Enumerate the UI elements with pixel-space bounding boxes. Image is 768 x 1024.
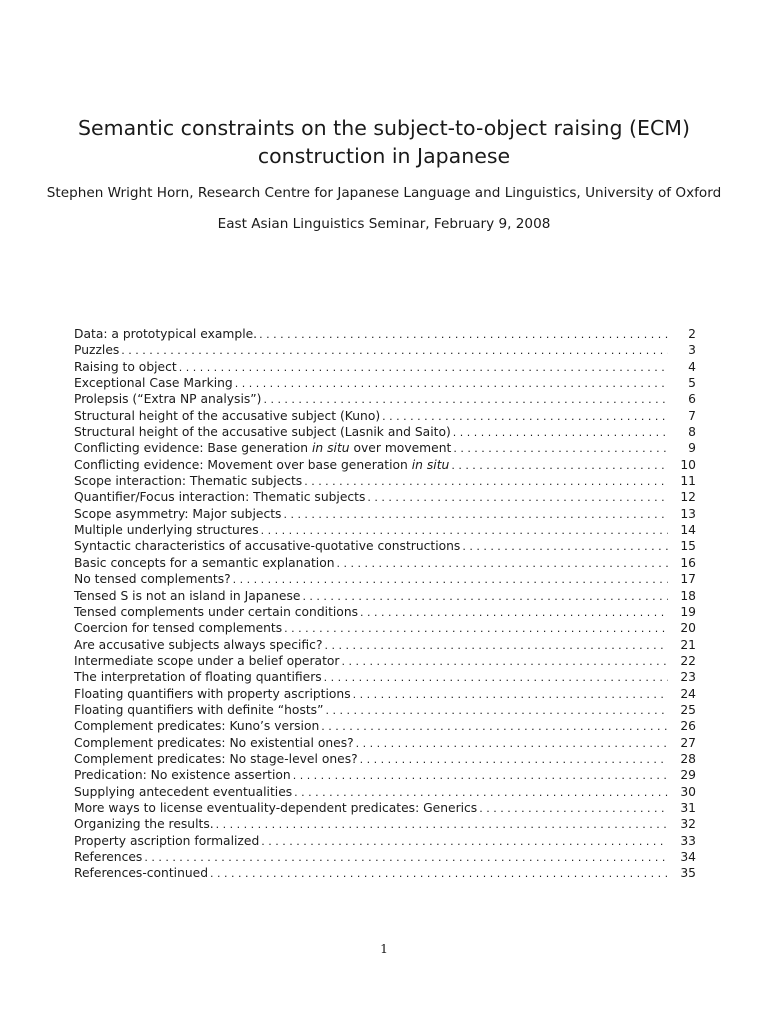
toc-entry-page: 25 [680,702,696,717]
toc-entry-page: 33 [680,833,696,848]
toc-entry-title: Multiple underlying structures [74,523,259,538]
toc-entry[interactable] [74,784,696,800]
toc-dot-leader [337,556,668,572]
toc-dot-leader [360,752,668,768]
author-line: Stephen Wright Horn, Research Centre for Japanese Language and Linguistics, University of Oxford [46,185,722,201]
toc-entry[interactable] [74,489,696,505]
toc-entry-page: 15 [680,539,696,554]
toc-entry-title: Predication: No existence assertion [74,768,291,783]
toc-entry-page: 16 [680,555,696,570]
page-number: 1 [380,942,388,956]
toc-entry[interactable] [74,620,696,636]
toc-entry-page: 17 [680,572,696,587]
toc-dot-leader [341,654,668,670]
toc-entry-title: Floating quantifiers with property ascriptions [74,686,351,701]
toc-dot-leader [302,589,668,605]
toc-entry[interactable] [74,375,696,391]
toc-entry[interactable] [74,408,696,424]
toc-entry-page: 20 [680,621,696,636]
toc-entry-title: Supplying antecedent eventualities [74,784,293,799]
toc-dot-leader [233,572,668,588]
toc-entry-title: Conflicting evidence: Movement over base generation in situ [74,457,450,472]
toc-entry-title: Property ascription formalized [74,833,260,848]
toc-entry[interactable] [74,865,696,881]
toc-entry-page: 18 [680,588,696,603]
toc-entry[interactable] [74,849,696,865]
toc-entry[interactable] [74,637,696,653]
toc-dot-leader [179,360,668,376]
toc-dot-leader [321,719,668,735]
toc-entry-title: Organizing the results. [74,817,214,832]
toc-entry-title: Syntactic characteristics of accusative-quotative constructions [74,539,461,554]
toc-entry[interactable] [74,767,696,783]
toc-entry-page: 34 [680,850,696,864]
page-title [0,114,768,170]
toc-entry-title: Puzzles [74,343,120,358]
toc-entry-page: 27 [680,735,696,750]
toc-dot-leader [144,850,668,866]
toc-dot-leader [353,687,668,703]
toc-entry-title: The interpretation of floating quantifiers [74,670,322,685]
toc-entry-title: Intermediate scope under a belief operator [74,653,340,668]
toc-entry-page: 32 [680,817,696,832]
toc-entry-page: 6 [688,392,696,407]
toc-entry-page: 24 [680,686,696,701]
toc-dot-leader [324,638,668,654]
conference-line: East Asian Linguistics Seminar, February 9, 2008 [217,216,551,232]
toc-dot-leader [462,539,668,555]
toc-entry-page: 13 [680,506,696,521]
toc-entry-title: Scope asymmetry: Major subjects [74,506,282,521]
toc-entry-title: Prolepsis (“Extra NP analysis”) [74,392,262,407]
toc-entry-page: 5 [688,376,696,391]
table-of-contents [74,326,696,882]
toc-entry-page: 8 [688,425,696,440]
toc-entry-page: 26 [680,719,696,734]
toc-entry[interactable] [74,718,696,734]
toc-entry-page: 19 [680,604,696,619]
toc-entry-page: 2 [688,327,696,341]
toc-entry[interactable] [74,391,696,407]
toc-dot-leader [324,670,668,686]
toc-entry-title: Complement predicates: Kuno’s version [74,719,320,734]
toc-dot-leader [293,768,668,784]
toc-dot-leader [283,507,668,523]
toc-dot-leader [325,703,668,719]
toc-dot-leader [360,605,668,621]
toc-entry-title: References [74,850,143,864]
toc-entry-page: 4 [688,359,696,374]
toc-dot-leader [367,490,668,506]
toc-entry-page: 22 [680,653,696,668]
toc-entry-page: 23 [680,670,696,685]
toc-dot-leader [210,866,668,882]
toc-dot-leader [259,327,668,343]
toc-entry-page: 21 [680,637,696,652]
toc-entry-title: Raising to object [74,359,177,374]
toc-entry-title: Floating quantifiers with definite “hosts” [74,702,324,717]
toc-entry-page: 7 [688,408,696,423]
toc-entry-page: 12 [680,490,696,505]
toc-entry[interactable] [74,457,696,473]
toc-entry-title: Basic concepts for a semantic explanation [74,555,335,570]
toc-dot-leader [479,801,668,817]
toc-entry[interactable] [74,833,696,849]
toc-entry-page: 28 [680,751,696,766]
toc-entry[interactable] [74,816,696,832]
toc-entry-page: 31 [680,800,696,815]
toc-entry[interactable] [74,800,696,816]
toc-entry[interactable] [74,359,696,375]
toc-entry-title: More ways to license eventuality-dependent predicates: Generics [74,800,478,815]
toc-entry[interactable] [74,555,696,571]
toc-dot-leader [356,736,668,752]
toc-dot-leader [304,474,668,490]
toc-entry-page: 14 [680,523,696,538]
toc-entry[interactable] [74,326,696,342]
toc-entry[interactable] [74,669,696,685]
toc-entry[interactable] [74,735,696,751]
toc-dot-leader [235,376,668,392]
toc-entry[interactable] [74,424,696,440]
toc-entry[interactable] [74,702,696,718]
toc-entry-title: Complement predicates: No stage-level ones? [74,751,358,766]
toc-entry-title: Structural height of the accusative subject (Kuno) [74,408,381,423]
toc-dot-leader [294,785,668,801]
toc-entry[interactable] [74,440,696,456]
toc-entry[interactable] [74,604,696,620]
toc-entry-title: Structural height of the accusative subject (Lasnik and Saito) [74,425,451,440]
toc-entry[interactable] [74,571,696,587]
toc-entry-page: 35 [680,866,696,881]
toc-entry-title: No tensed complements? [74,572,231,587]
toc-entry-title: Are accusative subjects always specific? [74,637,323,652]
toc-entry[interactable] [74,538,696,554]
toc-entry-title: Tensed S is not an island in Japanese [74,588,301,603]
toc-entry-page: 9 [688,441,696,456]
toc-entry-title: Quantifier/Focus interaction: Thematic subjects [74,490,366,505]
toc-entry-page: 29 [680,768,696,783]
toc-entry-page: 11 [680,474,696,489]
toc-entry-title: Data: a prototypical example. [74,327,258,341]
toc-dot-leader [284,621,668,637]
toc-entry[interactable] [74,473,696,489]
toc-dot-leader [121,343,668,359]
title-line-2: construction in Japanese [257,144,511,168]
toc-entry[interactable] [74,653,696,669]
toc-entry-title: Exceptional Case Marking [74,376,233,391]
toc-dot-leader [451,458,668,474]
toc-dot-leader [261,523,668,539]
toc-entry-title: Complement predicates: No existential ones? [74,735,354,750]
toc-entry-title: Coercion for tensed complements [74,621,283,636]
toc-entry[interactable] [74,342,696,358]
toc-dot-leader [261,834,668,850]
toc-dot-leader [216,817,668,833]
toc-entry-page: 10 [680,457,696,472]
toc-entry[interactable] [74,686,696,702]
toc-entry-title: Conflicting evidence: Base generation in situ over movement [74,441,452,456]
toc-entry[interactable] [74,506,696,522]
title-line-1: Semantic constraints on the subject-to-object raising (ECM) [78,116,690,140]
toc-dot-leader [453,425,668,441]
toc-entry-page: 3 [688,343,696,358]
toc-entry[interactable] [74,522,696,538]
toc-dot-leader [263,392,668,408]
toc-entry-title: Tensed complements under certain conditions [74,604,359,619]
toc-dot-leader [453,441,668,457]
toc-entry[interactable] [74,588,696,604]
toc-entry[interactable] [74,751,696,767]
toc-dot-leader [382,409,668,425]
toc-entry-title: References-continued [74,866,209,881]
toc-entry-title: Scope interaction: Thematic subjects [74,474,303,489]
toc-entry-page: 30 [680,784,696,799]
